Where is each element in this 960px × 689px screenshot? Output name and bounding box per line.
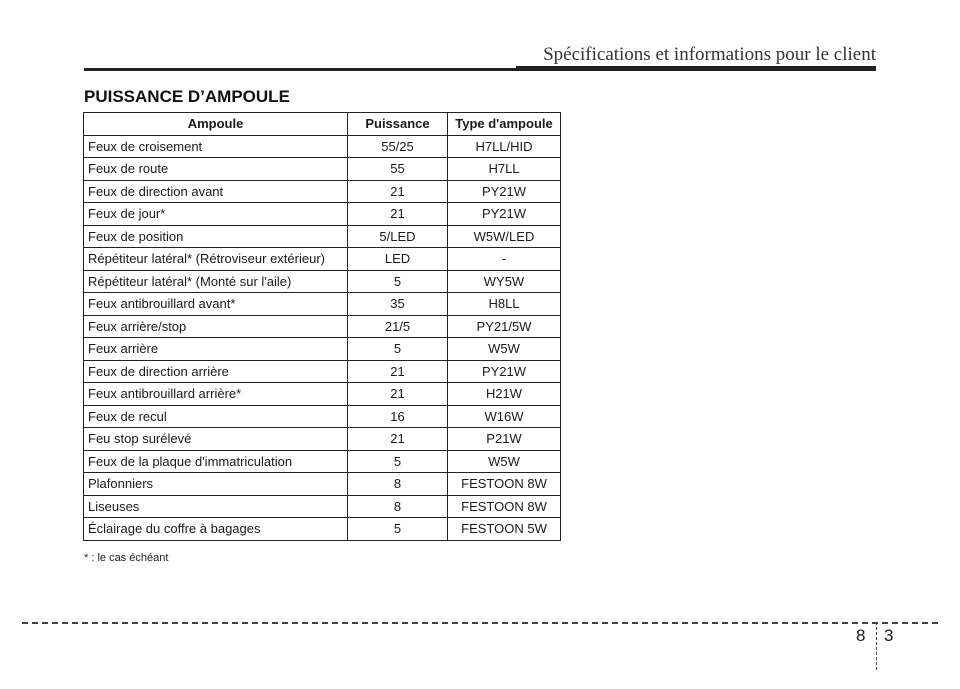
column-header-bulb: Ampoule <box>84 113 348 136</box>
table-row <box>84 270 561 293</box>
table-row <box>84 360 561 383</box>
page-number: 3 <box>884 626 894 645</box>
bulb-name-cell: Feux de recul <box>84 405 348 428</box>
bulb-power-cell: 5 <box>348 518 448 541</box>
footnote: * : le cas échéant <box>84 552 169 564</box>
bulb-power-cell: 55/25 <box>348 135 448 158</box>
bulb-type-cell: PY21/5W <box>448 315 561 338</box>
bulb-name-cell: Feux de jour* <box>84 203 348 226</box>
bulb-power-cell: 16 <box>348 405 448 428</box>
bulb-type-cell: P21W <box>448 428 561 451</box>
table-row <box>84 225 561 248</box>
table-row <box>84 383 561 406</box>
column-header-type: Type d'ampoule <box>448 113 561 136</box>
bulb-power-cell: 55 <box>348 158 448 181</box>
table-row <box>84 450 561 473</box>
table-row <box>84 135 561 158</box>
table-row <box>84 338 561 361</box>
table-row <box>84 315 561 338</box>
bulb-type-cell: FESTOON 5W <box>448 518 561 541</box>
bulb-name-cell: Feux de croisement <box>84 135 348 158</box>
bulb-power-cell: 21 <box>348 428 448 451</box>
bulb-power-cell: 21 <box>348 203 448 226</box>
bulb-power-cell: LED <box>348 248 448 271</box>
table-row <box>84 495 561 518</box>
section-title: PUISSANCE D’AMPOULE <box>84 87 290 106</box>
bulb-power-cell: 21/5 <box>348 315 448 338</box>
table-row <box>84 518 561 541</box>
bulb-type-cell: W5W <box>448 450 561 473</box>
bulb-table <box>83 112 561 541</box>
chapter-header-title: Spécifications et informations pour le client <box>543 44 876 65</box>
bulb-power-cell: 5 <box>348 450 448 473</box>
bulb-name-cell: Feu stop surélevé <box>84 428 348 451</box>
bulb-power-cell: 5/LED <box>348 225 448 248</box>
bulb-name-cell: Feux de route <box>84 158 348 181</box>
table-row <box>84 428 561 451</box>
bulb-type-cell: PY21W <box>448 360 561 383</box>
bulb-name-cell: Feux de direction arrière <box>84 360 348 383</box>
table-row <box>84 158 561 181</box>
table-row <box>84 473 561 496</box>
bulb-name-cell: Feux de direction avant <box>84 180 348 203</box>
bulb-name-cell: Feux de la plaque d'immatriculation <box>84 450 348 473</box>
bulb-type-cell: PY21W <box>448 180 561 203</box>
bulb-name-cell: Liseuses <box>84 495 348 518</box>
header-rule-accent <box>516 66 876 71</box>
page-chapter-number: 8 <box>856 626 866 645</box>
table-row <box>84 203 561 226</box>
bulb-name-cell: Feux antibrouillard arrière* <box>84 383 348 406</box>
footer-rule <box>22 622 938 624</box>
table-row <box>84 180 561 203</box>
bulb-power-cell: 35 <box>348 293 448 316</box>
table-row <box>84 293 561 316</box>
bulb-name-cell: Feux antibrouillard avant* <box>84 293 348 316</box>
bulb-type-cell: WY5W <box>448 270 561 293</box>
bulb-power-cell: 5 <box>348 270 448 293</box>
bulb-type-cell: - <box>448 248 561 271</box>
bulb-type-cell: W5W/LED <box>448 225 561 248</box>
bulb-type-cell: W5W <box>448 338 561 361</box>
bulb-power-cell: 8 <box>348 473 448 496</box>
bulb-type-cell: W16W <box>448 405 561 428</box>
table-row <box>84 248 561 271</box>
column-header-power: Puissance <box>348 113 448 136</box>
bulb-power-cell: 21 <box>348 383 448 406</box>
bulb-power-cell: 21 <box>348 180 448 203</box>
bulb-name-cell: Répétiteur latéral* (Monté sur l'aile) <box>84 270 348 293</box>
table-body <box>84 135 561 540</box>
table-row <box>84 405 561 428</box>
bulb-type-cell: H8LL <box>448 293 561 316</box>
bulb-name-cell: Éclairage du coffre à bagages <box>84 518 348 541</box>
bulb-power-cell: 5 <box>348 338 448 361</box>
bulb-type-cell: PY21W <box>448 203 561 226</box>
bulb-type-cell: H7LL/HID <box>448 135 561 158</box>
bulb-name-cell: Plafonniers <box>84 473 348 496</box>
bulb-type-cell: FESTOON 8W <box>448 473 561 496</box>
bulb-name-cell: Feux arrière/stop <box>84 315 348 338</box>
table-header-row <box>84 113 561 136</box>
bulb-type-cell: H7LL <box>448 158 561 181</box>
page-number-divider <box>876 622 877 670</box>
bulb-name-cell: Feux arrière <box>84 338 348 361</box>
bulb-name-cell: Feux de position <box>84 225 348 248</box>
bulb-type-cell: H21W <box>448 383 561 406</box>
bulb-power-cell: 21 <box>348 360 448 383</box>
bulb-type-cell: FESTOON 8W <box>448 495 561 518</box>
bulb-name-cell: Répétiteur latéral* (Rétroviseur extérieur) <box>84 248 348 271</box>
bulb-power-cell: 8 <box>348 495 448 518</box>
